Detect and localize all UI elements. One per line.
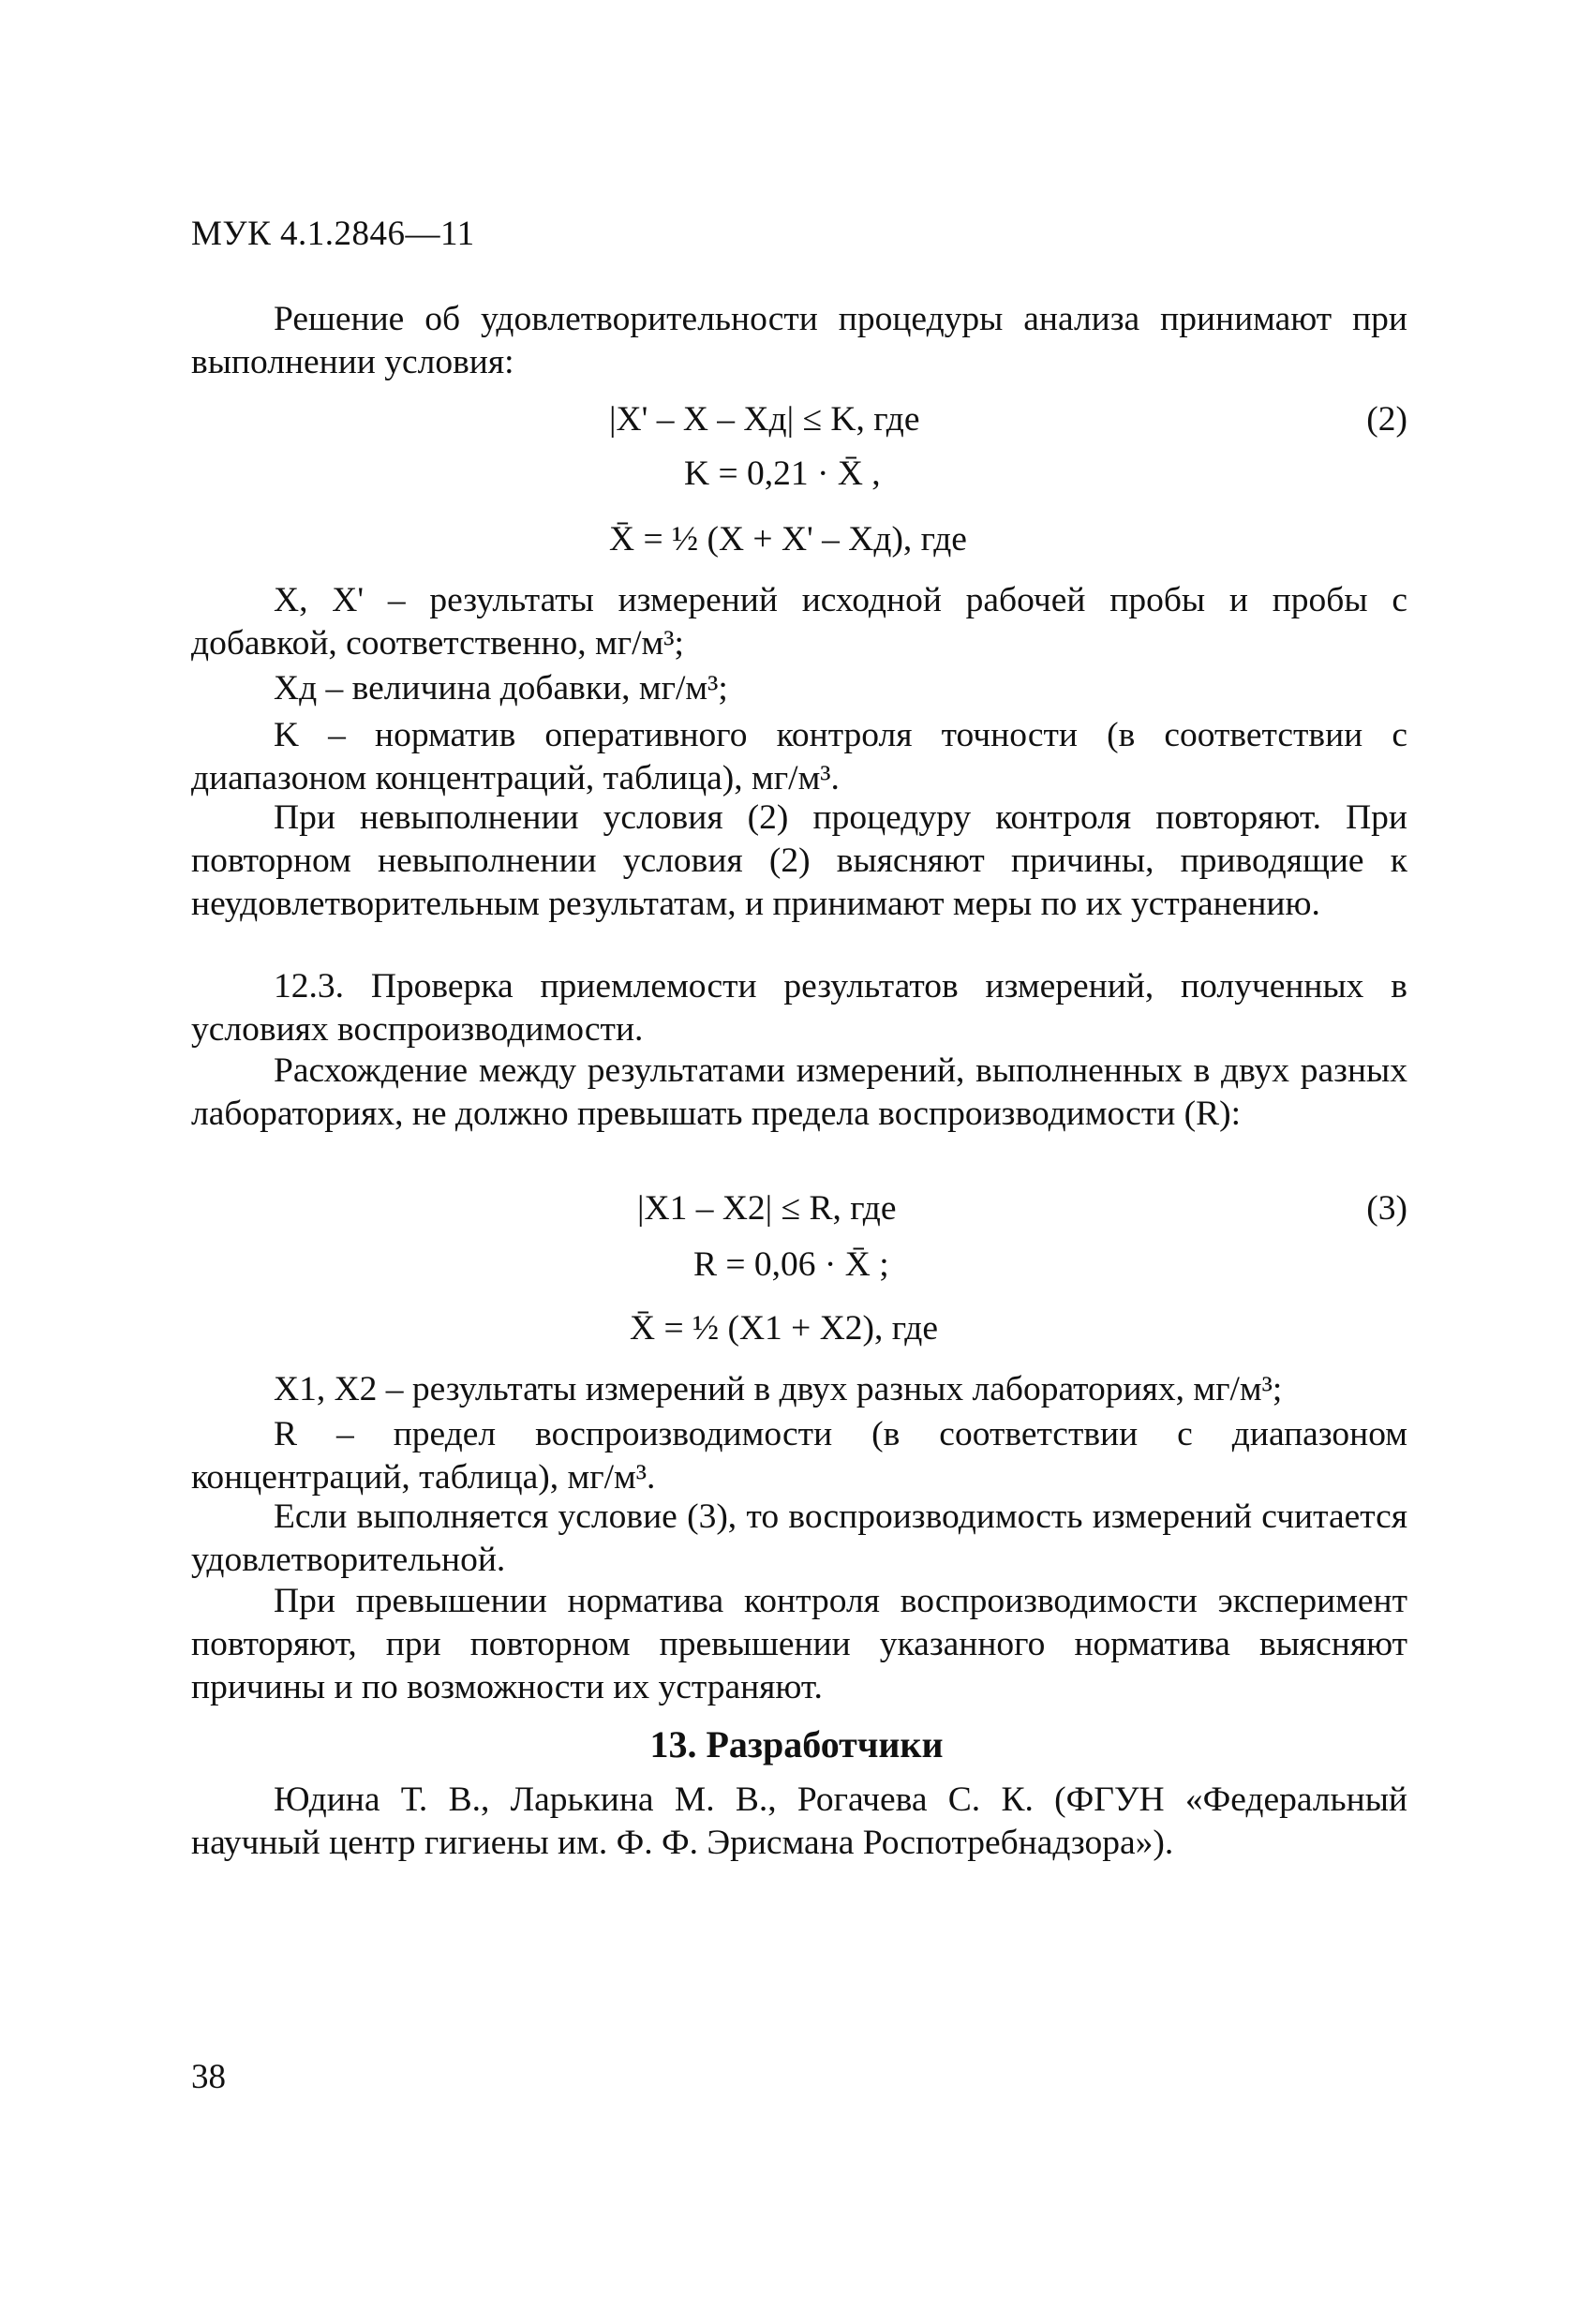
formula-3-line3: X̄ = ½ (X1 + X2), где bbox=[630, 1309, 939, 1348]
paragraph-exceed-norm: При превышении норматива контроля воспроизводимости эксперимент повторяют, при повторном превышении указанного норматива выясняют причины и по возможности их устраняют. bbox=[191, 1582, 1407, 1706]
paragraph-repeat-control: При невыполнении условия (2) процедуру контроля повторяют. При повторном невыполнении условия (2) выясняют причины, приводящие к неудовлетворительным результатам, и принимают меры по их устранению. bbox=[191, 798, 1407, 923]
formula-3-line1: |X1 – X2| ≤ R, где bbox=[637, 1189, 897, 1228]
paragraph-reproducibility: Расхождение между результатами измерений, выполненных в двух разных лабораториях, не должно превышать предела воспроизводимости (R): bbox=[191, 1051, 1407, 1133]
paragraph-12-3: 12.3. Проверка приемлемости результатов измерений, полученных в условиях воспроизводимости. bbox=[191, 967, 1407, 1049]
formula-2-line3: X̄ = ½ (X + X' – Xд), где bbox=[609, 520, 967, 559]
paragraph-k-definition: K – норматив оперативного контроля точности (в соответствии с диапазоном концентраций, таблица), мг/м³. bbox=[191, 716, 1407, 797]
equation-number-3: (3) bbox=[1366, 1189, 1407, 1228]
paragraph-x-definition: X, X' – результаты измерений исходной рабочей пробы и пробы с добавкой, соответственно, мг/м³; bbox=[191, 581, 1407, 663]
paragraph-x1x2-definition: X1, X2 – результаты измерений в двух разных лабораториях, мг/м³; bbox=[274, 1370, 1283, 1408]
formula-2-line2: K = 0,21 · X̄ , bbox=[684, 454, 881, 493]
paragraph-xd-definition: Xд – величина добавки, мг/м³; bbox=[274, 669, 728, 708]
formula-2-line1: |X' – X – Xд| ≤ K, где bbox=[609, 400, 920, 439]
equation-number-2: (2) bbox=[1366, 400, 1407, 439]
paragraph-condition-intro: Решение об удовлетворительности процедуры анализа принимают при выполнении условия: bbox=[191, 300, 1407, 381]
section-heading-developers: 13. Разработчики bbox=[649, 1723, 944, 1765]
paragraph-r-definition: R – предел воспроизводимости (в соответствии с диапазоном концентраций, таблица), мг/м³. bbox=[191, 1415, 1407, 1497]
doc-code-header: МУК 4.1.2846—11 bbox=[191, 215, 475, 253]
formula-3-line2: R = 0,06 · X̄ ; bbox=[693, 1245, 889, 1284]
paragraph-condition-met: Если выполняется условие (3), то воспроизводимость измерений считается удовлетворительной. bbox=[191, 1497, 1407, 1579]
page-number: 38 bbox=[191, 2058, 226, 2096]
paragraph-developers: Юдина Т. В., Ларькина М. В., Рогачева С. К. (ФГУН «Федеральный научный центр гигиены им. Ф. Ф. Эрисмана Роспотребнадзора»). bbox=[191, 1780, 1407, 1862]
